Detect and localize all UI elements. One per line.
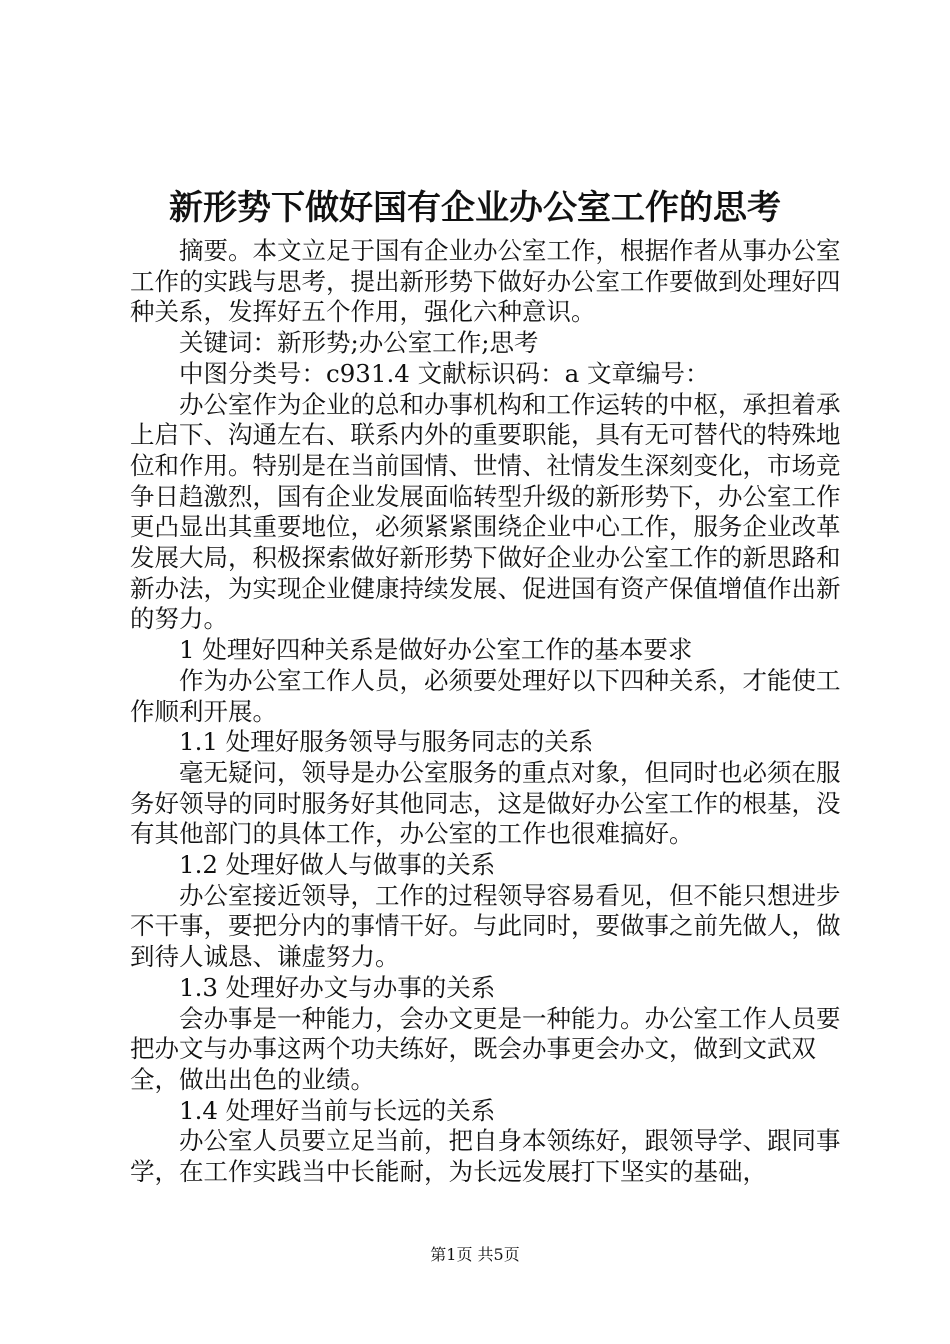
- abstract-paragraph: 摘要。本文立足于国有企业办公室工作，根据作者从事办公室工作的实践与思考，提出新形势下做好办公室工作要做到处理好四种关系，发挥好五个作用，强化六种意识。: [130, 236, 841, 327]
- body-paragraph: 办公室接近领导，工作的过程领导容易看见，但不能只想进步不干事，要把分内的事情干好。与此同时，要做事之前先做人，做到待人诚恳、谦虚努力。: [130, 880, 841, 972]
- subsection-heading: 1.4 处理好当前与长远的关系: [179, 1095, 496, 1125]
- subsection-heading: 1.2 处理好做人与做事的关系: [179, 850, 496, 880]
- intro-paragraph: 办公室作为企业的总和办事机构和工作运转的中枢，承担着承上启下、沟通左右、联系内外的重要职能，具有无可替代的特殊地位和作用。特别是在当前国情、世情、社情发生深刻变化，市场竞争日趋激烈，国有企业发展面临转型升级的新形势下，办公室工作更凸显出其重要地位，必须紧紧围绕企业中心工作，服务企业改革发展大局，积极探索做好新形势下做好企业办公室工作的新思路和新办法，为实现企业健康持续发展、促进国有资产保值增值作出新的努力。: [130, 389, 841, 634]
- document-body: [130, 236, 854, 1188]
- body-paragraph: 会办事是一种能力，会办文更是一种能力。办公室工作人员要把办文与办事这两个功夫练好，既会办事更会办文，做到文武双全，做出出色的业绩。: [130, 1003, 841, 1094]
- classification-line: 中图分类号：c931.4 文献标识码：a 文章编号：: [179, 358, 710, 388]
- subsection-heading: 1.1 处理好服务领导与服务同志的关系: [179, 727, 594, 757]
- body-paragraph: 作为办公室工作人员，必须要处理好以下四种关系，才能使工作顺利开展。: [130, 665, 841, 726]
- subsection-heading: 1.3 处理好办文与办事的关系: [179, 972, 496, 1002]
- document-title: 新形势下做好国有企业办公室工作的思考: [169, 188, 781, 228]
- keywords-line: 关键词：新形势;办公室工作;思考: [179, 328, 539, 358]
- section-heading: 1 处理好四种关系是做好办公室工作的基本要求: [179, 635, 693, 665]
- body-paragraph: 办公室人员要立足当前，把自身本领练好，跟领导学、跟同事学，在工作实践当中长能耐，为长远发展打下坚实的基础，: [130, 1126, 841, 1187]
- page-footer: 第1页 共5页: [430, 1245, 520, 1264]
- body-paragraph: 毫无疑问，领导是办公室服务的重点对象，但同时也必须在服务好领导的同时服务好其他同志，这是做好办公室工作的根基，没有其他部门的具体工作，办公室的工作也很难搞好。: [130, 757, 841, 849]
